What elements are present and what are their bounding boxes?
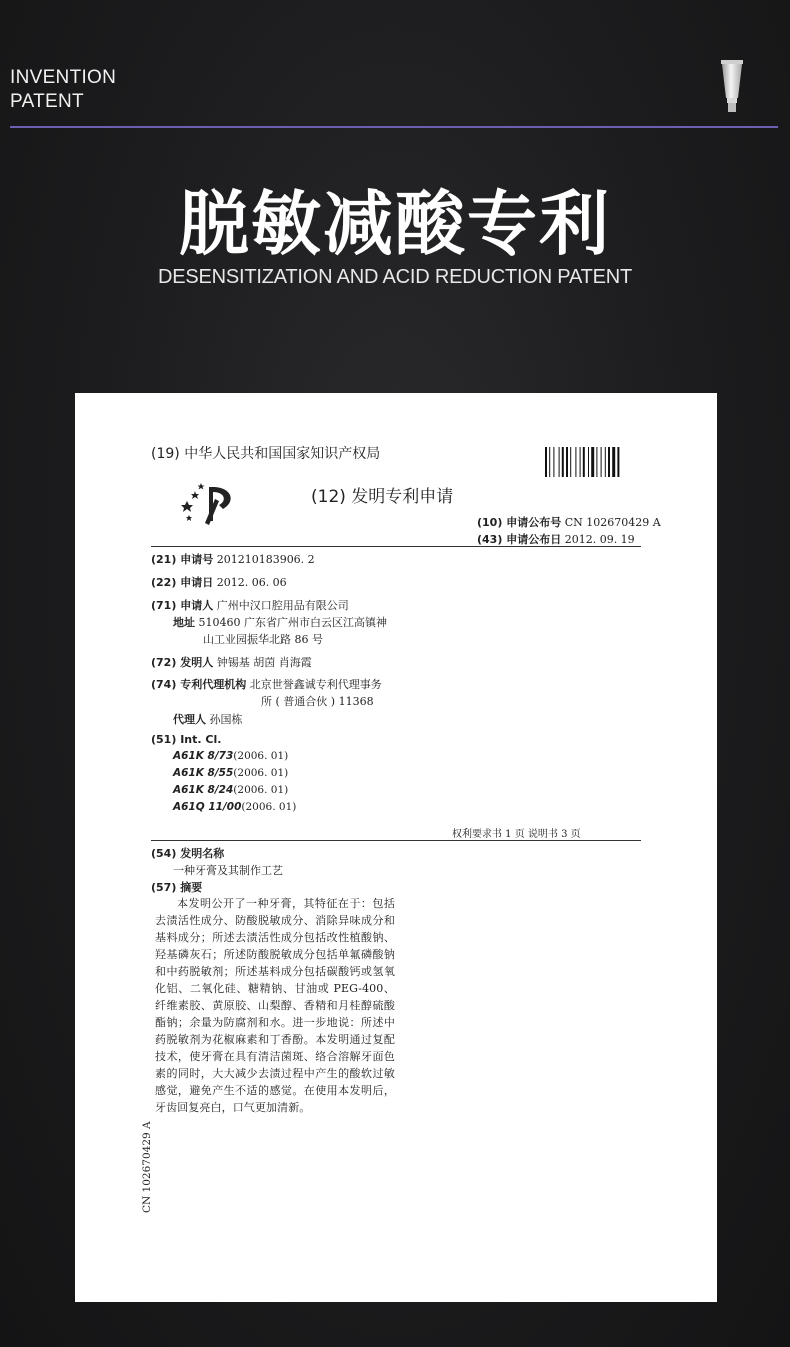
ipc-code-date: (2006. 01) — [233, 750, 289, 762]
patent-agent-label: 代理人 — [173, 713, 206, 726]
patent-agency — [151, 676, 382, 692]
publication-date-label: (43) 申请公布日 — [477, 533, 562, 546]
application-number-label: (21) 申请号 — [151, 553, 214, 566]
applicant-label: (71) 申请人 — [151, 599, 214, 612]
patent-agent-value: 孙国栋 — [209, 713, 243, 726]
header-divider — [151, 546, 641, 547]
section-label — [10, 66, 116, 114]
ipc-code — [173, 801, 296, 813]
publication-date — [477, 531, 635, 547]
body-divider — [151, 840, 641, 841]
ipc-code — [173, 750, 288, 762]
section-label-line2: PATENT — [10, 91, 84, 112]
invention-name-label-text: (54) 发明名称 — [151, 847, 225, 860]
patent-agency-line2: 所 ( 普通合伙 ) 11368 — [261, 695, 374, 708]
page-counts: 权利要求书 1 页 说明书 3 页 — [452, 829, 581, 840]
address-line2: 山工业园振华北路 86 号 — [203, 633, 323, 646]
inventors-value: 钟锡基 胡茵 肖海霞 — [216, 656, 312, 669]
invention-name-label — [151, 845, 224, 861]
abstract-text: 本发明公开了一种牙膏，其特征在于：包括去渍活性成分、防酸脱敏成分、消除异味成分和基料成分；所述去渍活性成分包括改性植酸钠、羟基磷灰石；所述防酸脱敏成分包括单氟磷酸钠和中药脱敏剂；所述基料成分包括碳酸钙或氢氧化铝、二氧化硅、糖精钠、甘油或 PEG-400、纤维素胶、黄原胶、山梨醇、香精和月桂醇硫酸酯钠；余量为防腐剂和水。进一步地说：所述中药脱敏剂为花椒麻素和丁香酚。本发明通过复配技术，使牙膏在具有清洁菌斑、络合溶解牙面色素的同时，大大减少去渍过程中产生的酸软过敏感觉，避免产生不适的感觉。在使用本发明后，牙齿回复亮白，口气更加清新。 — [155, 897, 395, 1114]
ipc-label — [151, 733, 221, 746]
address-label: 地址 — [173, 616, 195, 629]
application-date-label: (22) 申请日 — [151, 576, 214, 589]
ipc-label-text: (51) Int. Cl. — [151, 733, 222, 746]
accent-divider — [10, 126, 778, 128]
address — [173, 614, 387, 630]
toothpaste-tube-icon — [718, 58, 746, 114]
publication-number-label: (10) 申请公布号 — [477, 516, 562, 529]
page-title: 脱敏减酸专利 — [179, 183, 611, 265]
section-label-line1: INVENTION — [10, 67, 117, 88]
page-subtitle: DESENSITIZATION AND ACID REDUCTION PATENT — [157, 266, 633, 288]
ipc-code-value: A61K 8/55 — [173, 767, 234, 779]
application-date-value: 2012. 06. 06 — [216, 576, 287, 589]
publication-number — [477, 514, 661, 530]
ipc-code-value: A61Q 11/00 — [173, 801, 242, 813]
application-number-value: 201210183906. 2 — [216, 553, 315, 566]
application-date — [151, 574, 287, 590]
inventors — [151, 654, 312, 670]
patent-document — [75, 393, 717, 1302]
invention-name: 一种牙膏及其制作工艺 — [173, 864, 283, 877]
ipc-code-value: A61K 8/73 — [173, 750, 234, 762]
ipc-code-date: (2006. 01) — [241, 801, 297, 813]
barcode — [545, 447, 641, 477]
publication-number-value: CN 102670429 A — [564, 516, 661, 529]
application-number — [151, 551, 315, 567]
ipc-code-date: (2006. 01) — [233, 767, 289, 779]
applicant-value: 广州中汉口腔用品有限公司 — [216, 599, 349, 612]
side-publication-number: CN 102670429 A — [141, 1121, 153, 1213]
patent-agent — [173, 711, 243, 727]
patent-agency-line1: 北京世誉鑫诚专利代理事务 — [249, 678, 382, 691]
applicant — [151, 597, 349, 613]
patent-agency-label: (74) 专利代理机构 — [151, 678, 247, 691]
abstract-label — [151, 879, 202, 895]
ipc-code-date: (2006. 01) — [233, 784, 289, 796]
document-type: (12) 发明专利申请 — [311, 487, 454, 507]
ipc-code — [173, 767, 288, 779]
publication-date-value: 2012. 09. 19 — [564, 533, 635, 546]
patent-office-emblem — [179, 479, 241, 527]
inventors-label: (72) 发明人 — [151, 656, 214, 669]
abstract-label-text: (57) 摘要 — [151, 881, 203, 894]
ipc-code — [173, 784, 288, 796]
ipc-code-value: A61K 8/24 — [173, 784, 234, 796]
patent-office: (19) 中华人民共和国国家知识产权局 — [151, 446, 381, 462]
address-line1: 510460 广东省广州市白云区江高镇神 — [198, 616, 387, 629]
